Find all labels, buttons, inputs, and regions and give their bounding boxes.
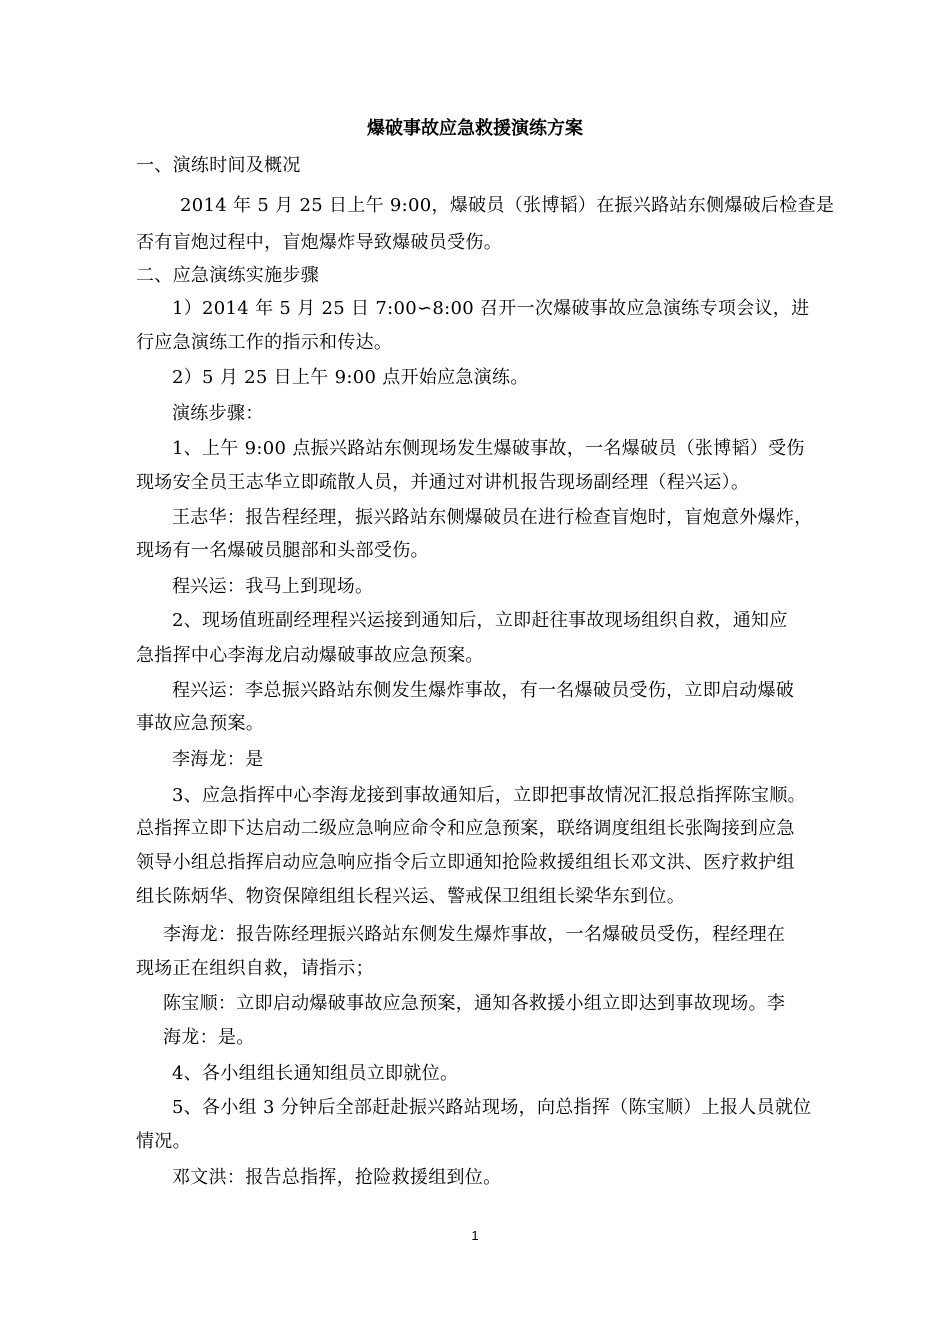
page-number: 1 xyxy=(471,1228,479,1243)
paragraph-line: 李海龙：报告陈经理振兴路站东侧发生爆炸事故，一名爆破员受伤，程经理在 xyxy=(163,924,786,945)
paragraph-line: 急指挥中心李海龙启动爆破事故应急预案。 xyxy=(136,645,484,666)
section-heading-1: 一、演练时间及概况 xyxy=(136,155,301,176)
paragraph-line: 1、上午 9:00 点振兴路站东侧现场发生爆破事故，一名爆破员（张博韬）受伤 xyxy=(172,438,805,459)
document-title: 爆破事故应急救援演练方案 xyxy=(367,118,583,139)
paragraph-line: 现场正在组织自救，请指示； xyxy=(136,958,374,979)
section-heading-2: 二、应急演练实施步骤 xyxy=(136,265,319,286)
paragraph-line: 演练步骤： xyxy=(172,403,264,424)
paragraph-line: 海龙：是。 xyxy=(163,1027,255,1048)
paragraph-line: 2）5 月 25 日上午 9:00 点开始应急演练。 xyxy=(172,367,529,388)
paragraph-line: 4、各小组组长通知组员立即就位。 xyxy=(172,1063,459,1084)
paragraph-line: 领导小组总指挥启动应急响应指令后立即通知抢险救援组组长邓文洪、医疗救护组 xyxy=(136,852,795,873)
paragraph-line: 陈宝顺：立即启动爆破事故应急预案，通知各救援小组立即达到事故现场。李 xyxy=(163,993,786,1014)
paragraph-line: 现场有一名爆破员腿部和头部受伤。 xyxy=(136,540,429,561)
paragraph-line: 总指挥立即下达启动二级应急响应命令和应急预案，联络调度组组长张陶接到应急 xyxy=(136,818,795,839)
paragraph-line: 3、应急指挥中心李海龙接到事故通知后，立即把事故情况汇报总指挥陈宝顺。 xyxy=(172,785,806,806)
paragraph-line: 李海龙：是 xyxy=(172,749,264,770)
paragraph-line: 王志华：报告程经理，振兴路站东侧爆破员在进行检查盲炮时，盲炮意外爆炸， xyxy=(172,507,813,528)
paragraph-line: 情况。 xyxy=(136,1131,191,1152)
paragraph-line: 程兴运：我马上到现场。 xyxy=(172,576,374,597)
paragraph-line: 2、现场值班副经理程兴运接到通知后，立即赶往事故现场组织自救，通知应 xyxy=(172,610,788,631)
paragraph-line: 邓文洪：报告总指挥，抢险救援组到位。 xyxy=(172,1167,502,1188)
paragraph-line: 事故应急预案。 xyxy=(136,713,265,734)
paragraph-line: 组长陈炳华、物资保障组组长程兴运、警戒保卫组组长梁华东到位。 xyxy=(136,886,685,907)
paragraph-line: 否有盲炮过程中，盲炮爆炸导致爆破员受伤。 xyxy=(136,232,502,253)
paragraph-line: 程兴运：李总振兴路站东侧发生爆炸事故，有一名爆破员受伤，立即启动爆破 xyxy=(172,680,795,701)
paragraph-line: 2014 年 5 月 25 日上午 9:00，爆破员（张博韬）在振兴路站东侧爆破后检查是 xyxy=(180,195,835,216)
paragraph-line: 现场安全员王志华立即疏散人员，并通过对讲机报告现场副经理（程兴运）。 xyxy=(136,472,750,493)
paragraph-line: 1）2014 年 5 月 25 日 7:00∽8:00 召开一次爆破事故应急演练专项会议，进 xyxy=(172,298,810,319)
paragraph-line: 5、各小组 3 分钟后全部赶赴振兴路站现场，向总指挥（陈宝顺）上报人员就位 xyxy=(172,1097,812,1118)
paragraph-line: 行应急演练工作的指示和传达。 xyxy=(136,332,393,353)
